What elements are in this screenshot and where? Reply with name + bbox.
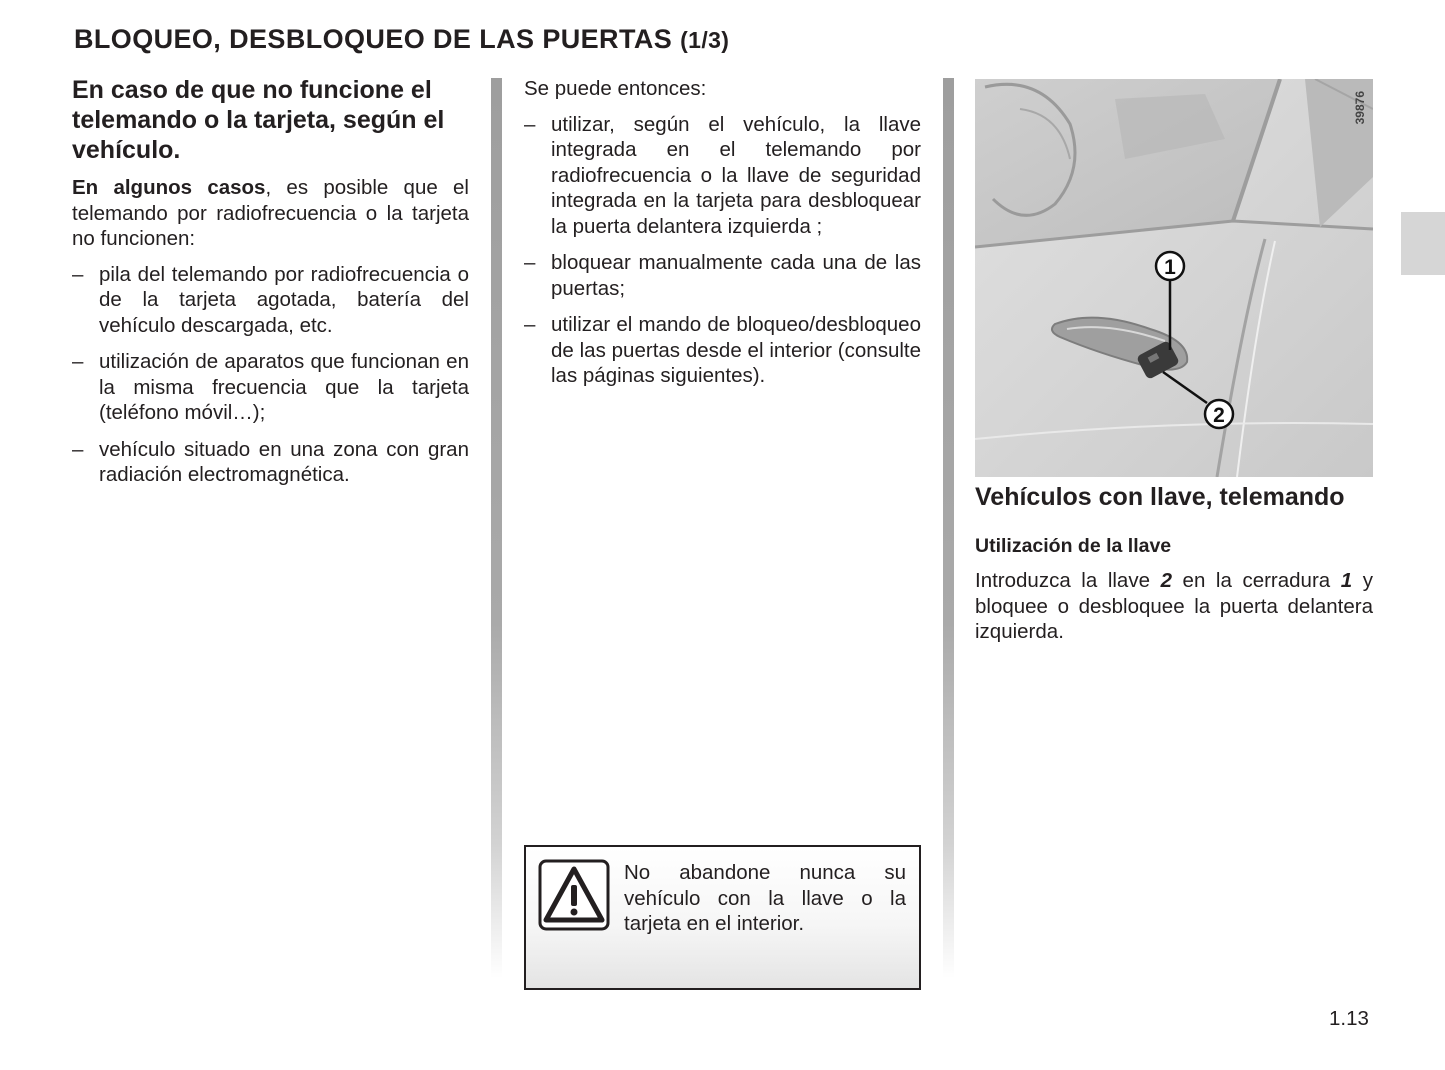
lock-number-ref: 1	[1340, 569, 1353, 592]
key-number-ref: 2	[1160, 569, 1172, 592]
section-heading-key-remote: Vehículos con llave, telemando	[975, 483, 1345, 511]
warning-text: No abandone nunca su vehículo con la llave o la tarjeta en el interior.	[624, 861, 906, 935]
callout-1-label: 1	[1164, 256, 1176, 279]
list-item: – utilizar, según el vehículo, la llave integrada en el telemando por radiofrecuencia o la llave de seguridad integrada en la tarjeta para desbloquear la puerta delantera izquierda ;	[524, 112, 921, 240]
key-usage-text-c: y bloquee o desbloquee la puerta delantera izquierda.	[975, 569, 1373, 643]
intro-bold-text: En algunos casos	[72, 176, 266, 199]
chapter-tab-marker	[1401, 212, 1445, 275]
door-lock-illustration	[975, 79, 1373, 477]
list-item: – utilización de aparatos que funcionan en la misma frecuencia que la tarjeta (teléfono móvil…);	[72, 349, 469, 426]
intro-rest-text: , es posible que el telemando por radiofrecuencia o la tarjeta no funcionen:	[72, 176, 469, 250]
list-item: – utilizar el mando de bloqueo/desbloqueo de las puertas desde el interior (consulte las páginas siguientes).	[524, 312, 921, 389]
options-list	[524, 112, 921, 389]
list-item: – vehículo situado en una zona con gran radiación electromagnética.	[72, 437, 469, 488]
column-right	[975, 482, 1373, 645]
section-heading-malfunction: En caso de que no funcione el telemando o la tarjeta, según el vehículo.	[72, 76, 445, 164]
key-usage-text	[975, 568, 1373, 645]
column-middle	[524, 75, 921, 400]
key-usage-text-b: en la cerradura	[1171, 569, 1341, 592]
subheading-key-usage: Utilización de la llave	[975, 535, 1172, 557]
column-separator-right	[943, 78, 954, 978]
callout-2-label: 2	[1213, 404, 1225, 427]
column-left	[72, 75, 469, 499]
warning-triangle-icon	[538, 859, 610, 931]
car-door-drawing	[975, 79, 1373, 477]
page-title-text: BLOQUEO, DESBLOQUEO DE LAS PUERTAS	[74, 24, 673, 54]
options-intro: Se puede entonces:	[524, 77, 707, 100]
list-item: – bloquear manualmente cada una de las puertas;	[524, 250, 921, 301]
list-item: – pila del telemando por radiofrecuencia o de la tarjeta agotada, batería del vehículo descargada, etc.	[72, 262, 469, 339]
page-title	[74, 24, 729, 55]
malfunction-causes-list	[72, 262, 469, 488]
figure-code: 39876	[1353, 91, 1367, 125]
warning-box	[524, 845, 921, 990]
page-number: 1.13	[1329, 1007, 1369, 1030]
malfunction-intro	[72, 175, 469, 252]
page-part-indicator: (1/3)	[680, 27, 730, 53]
column-separator-left	[491, 78, 502, 978]
key-usage-text-a: Introduzca la llave	[975, 569, 1161, 592]
